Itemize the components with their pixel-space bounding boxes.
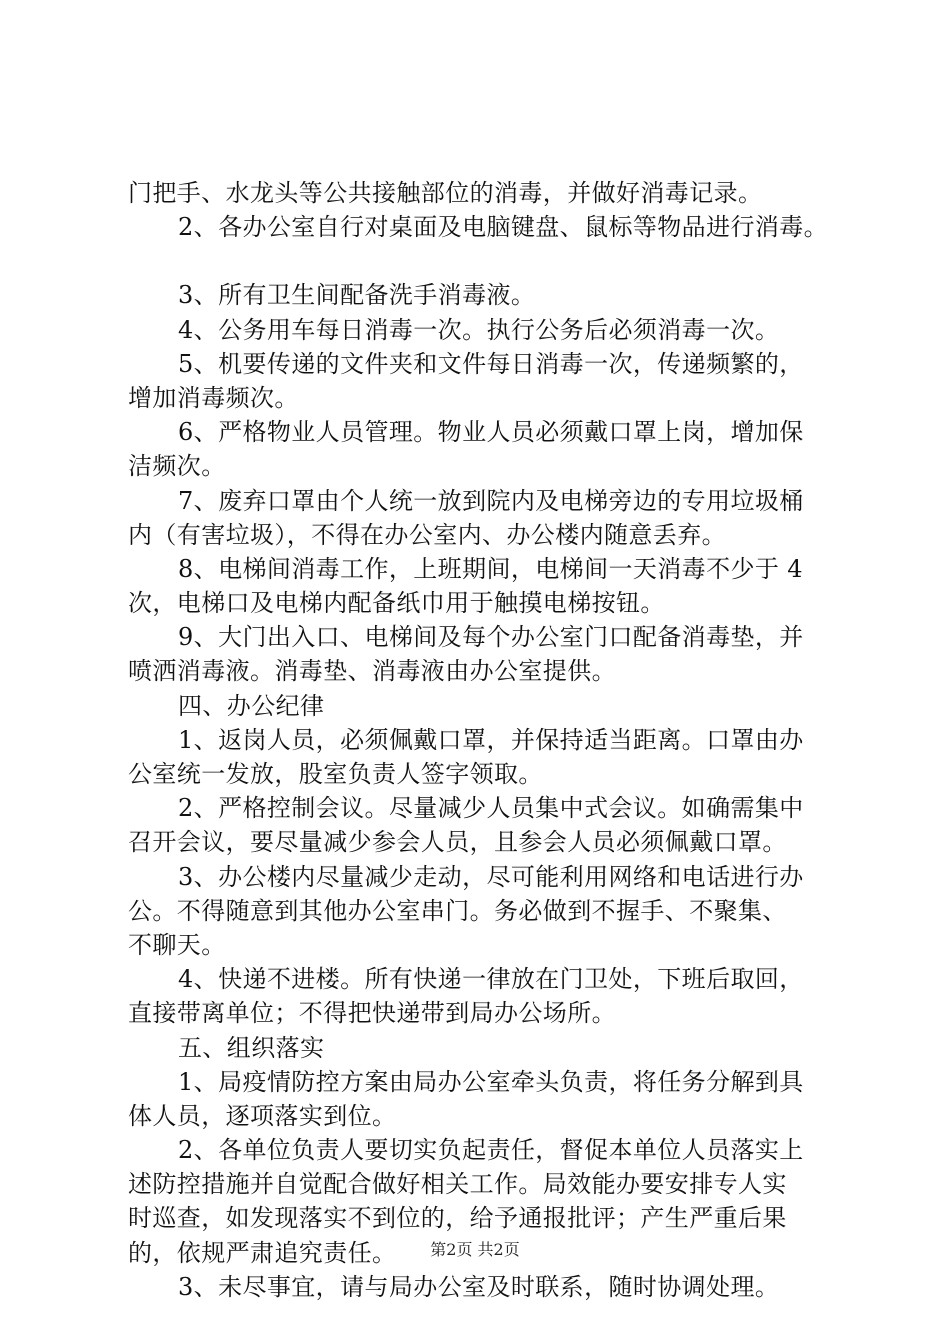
paragraph-line: 增加消毒频次。	[128, 383, 299, 412]
paragraph-line: 1、局疫情防控方案由局办公室牵头负责，将任务分解到具	[178, 1067, 804, 1096]
section-heading: 五、组织落实	[178, 1033, 325, 1062]
page-number-footer: 第2页 共2页	[430, 1240, 520, 1259]
section-heading: 四、办公纪律	[178, 691, 325, 720]
paragraph-line: 公。不得随意到其他办公室串门。务必做到不握手、不聚集、	[128, 896, 787, 925]
paragraph-line: 2、各办公室自行对桌面及电脑键盘、鼠标等物品进行消毒。	[178, 213, 829, 242]
paragraph-line: 7、废弃口罩由个人统一放到院内及电梯旁边的专用垃圾桶	[178, 486, 804, 515]
paragraph-line: 时巡查，如发现落实不到位的，给予通报批评；产生严重后果	[128, 1204, 787, 1233]
paragraph-line: 喷洒消毒液。消毒垫、消毒液由办公室提供。	[128, 657, 616, 686]
paragraph-line: 2、各单位负责人要切实负起责任，督促本单位人员落实上	[178, 1136, 804, 1165]
paragraph-line: 1、返岗人员，必须佩戴口罩，并保持适当距离。口罩由办	[178, 725, 804, 754]
paragraph-line: 4、公务用车每日消毒一次。执行公务后必须消毒一次。	[178, 315, 780, 344]
paragraph-line: 3、办公楼内尽量减少走动，尽可能利用网络和电话进行办	[178, 862, 804, 891]
paragraph-line: 召开会议，要尽量减少参会人员，且参会人员必须佩戴口罩。	[128, 828, 787, 857]
paragraph-line: 直接带离单位；不得把快递带到局办公场所。	[128, 999, 616, 1028]
paragraph-gap	[128, 244, 834, 278]
paragraph-line: 的，依规严肃追究责任。	[128, 1238, 397, 1267]
paragraph-line: 门把手、水龙头等公共接触部位的消毒，并做好消毒记录。	[128, 179, 763, 207]
paragraph-line: 不聊天。	[128, 930, 226, 959]
paragraph-line: 9、大门出入口、电梯间及每个办公室门口配备消毒垫，并	[178, 623, 804, 652]
paragraph-line: 8、电梯间消毒工作，上班期间，电梯间一天消毒不少于 4	[178, 554, 803, 583]
paragraph-line: 4、快递不进楼。所有快递一律放在门卫处，下班后取回，	[178, 965, 804, 994]
paragraph-line: 述防控措施并自觉配合做好相关工作。局效能办要安排专人实	[128, 1170, 787, 1199]
paragraph-line: 洁频次。	[128, 452, 226, 481]
paragraph-line: 2、严格控制会议。尽量减少人员集中式会议。如确需集中	[178, 794, 804, 823]
paragraph-line: 3、所有卫生间配备洗手消毒液。	[178, 281, 536, 310]
paragraph-line: 公室统一发放，股室负责人签字领取。	[128, 760, 543, 788]
document-body	[128, 176, 834, 1304]
paragraph-line: 3、未尽事宜，请与局办公室及时联系，随时协调处理。	[178, 1272, 780, 1301]
paragraph-line: 次，电梯口及电梯内配备纸巾用于触摸电梯按钮。	[128, 589, 665, 618]
paragraph-line: 内（有害垃圾），不得在办公室内、办公楼内随意丢弃。	[128, 520, 726, 549]
paragraph-line: 5、机要传递的文件夹和文件每日消毒一次，传递频繁的，	[178, 349, 804, 378]
paragraph-line: 体人员，逐项落实到位。	[128, 1101, 397, 1130]
paragraph-line: 6、严格物业人员管理。物业人员必须戴口罩上岗，增加保	[178, 418, 804, 447]
